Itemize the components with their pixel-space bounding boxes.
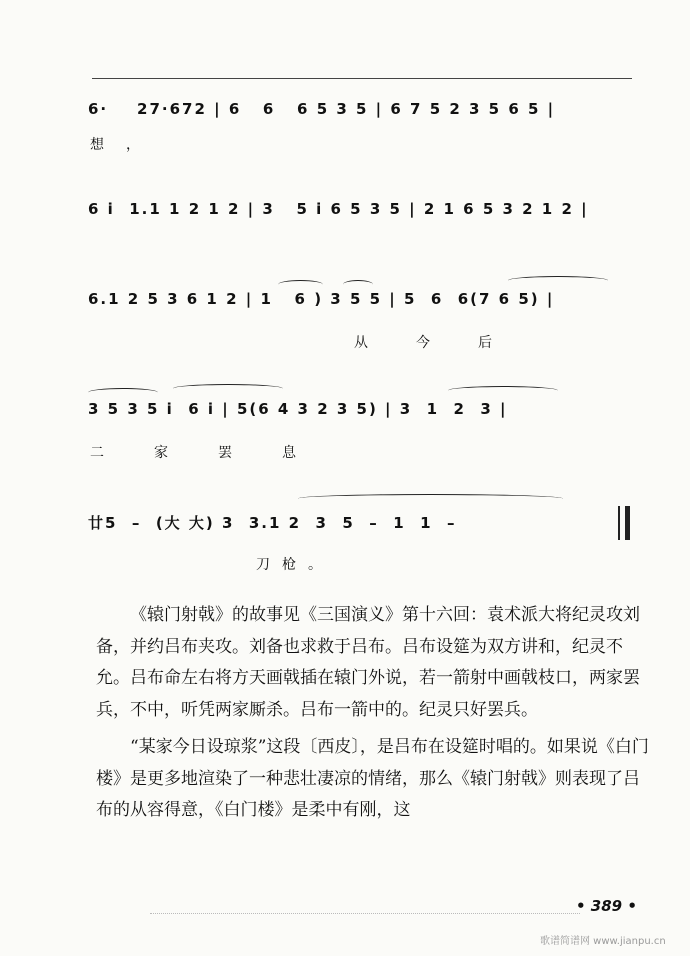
commentary-text: [96, 600, 656, 827]
lyrics-line: 从今后: [354, 335, 540, 351]
footer-dotted-rule: [150, 913, 580, 915]
paragraph-2: “某家今日设琼浆”这段〔西皮〕，是吕布在设筵时唱的。如果说《白门楼》是更多地渲染了一种悲壮凄凉的情绪，那么《辕门射戟》则表现了吕布的从容得意，《白门楼》是柔中有刚，这: [96, 737, 649, 820]
notes-line: 廿5 – (大 大) 3 3.1 2 3 5 – 1 1 –: [88, 514, 457, 532]
score-row-5: [88, 512, 648, 572]
watermark: 歌谱简谱网 www.jianpu.cn: [540, 936, 666, 947]
lyrics-line: 二家罢息: [90, 445, 346, 461]
slur: [508, 276, 608, 285]
final-barline-thick: [625, 506, 630, 540]
slur: [88, 388, 158, 397]
score-row-3: [88, 290, 648, 350]
lyrics-line: 刀枪。: [256, 557, 334, 573]
page-number: • 389 •: [576, 897, 637, 915]
score-row-1: [88, 100, 648, 153]
lyrics-line: 想，: [90, 137, 162, 153]
notes-line: 6 i 1.1 1 2 1 2 | 3 5 i 6 5 3 5 | 2 1 6 5 3 2 1 2 |: [88, 200, 589, 218]
paragraph-1: 《辕门射戟》的故事见《三国演义》第十六回：袁术派大将纪灵攻刘备，并约吕布夹攻。刘备也求救于吕布。吕布设筵为双方讲和，纪灵不允。吕布命左右将方天画戟插在辕门外说，若一箭射中画戟枝口，两家罢兵，不中，听凭两家厮杀。吕布一箭中的。纪灵只好罢兵。: [96, 605, 640, 720]
slur: [298, 494, 563, 503]
score-row-2: [88, 200, 648, 240]
score-row-4: [88, 400, 648, 460]
slur: [173, 384, 283, 393]
notes-line: 6.1 2 5 3 6 1 2 | 1 6 ) 3 5 5 | 5 6 6(7 6 5) |: [88, 290, 555, 308]
score-top-rule: [92, 78, 632, 79]
final-barline: [618, 506, 620, 540]
slur: [343, 280, 373, 289]
notes-line: 6· 27·672 | 6 6 6 5 3 5 | 6 7 5 2 3 5 6 5 |: [88, 100, 556, 118]
slur: [448, 386, 558, 395]
slur: [278, 280, 323, 289]
notes-line: 3 5 3 5 i 6 i | 5(6 4 3 2 3 5) | 3 1 2 3 |: [88, 400, 508, 418]
